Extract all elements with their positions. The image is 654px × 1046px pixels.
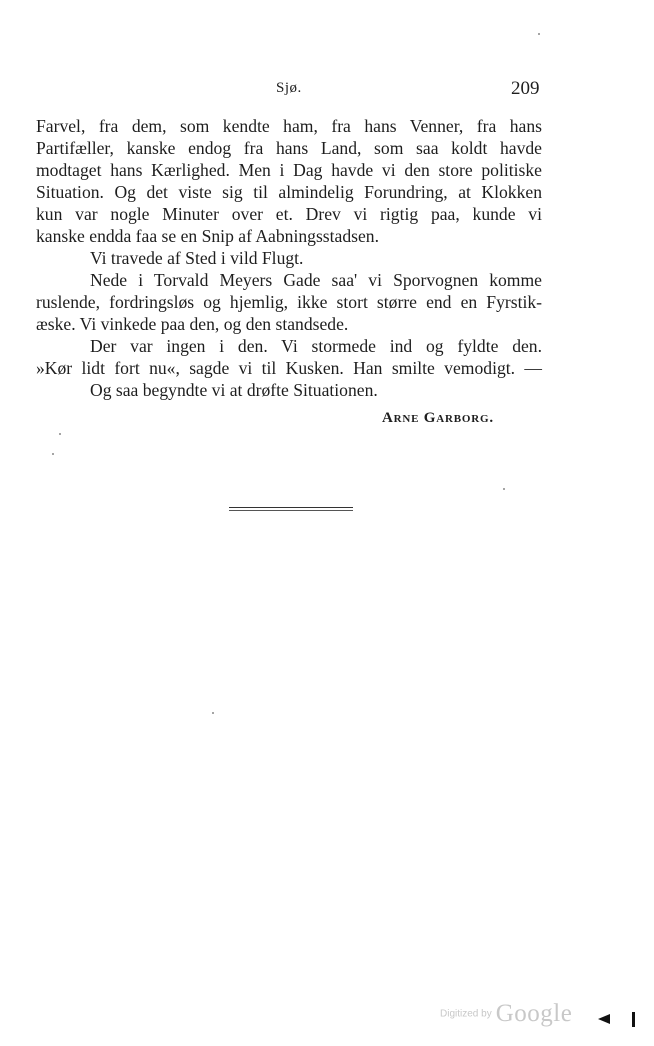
text-line: modtaget hans Kærlighed. Men i Dag havde vi den store politiske <box>36 160 542 180</box>
text-line: Situation. Og det viste sig til almindelig Forundring, at Klokken <box>36 182 542 202</box>
watermark-prefix: Digitized by <box>440 1008 492 1020</box>
running-title: Sjø. <box>276 80 302 96</box>
text-line: Farvel, fra dem, som kendte ham, fra hans Venner, fra hans <box>36 116 542 136</box>
scan-speck <box>503 488 505 490</box>
text-line: Vi travede af Sted i vild Flugt. <box>90 248 304 268</box>
text-line: »Kør lidt fort nu«, sagde vi til Kusken. Han smilte vemodigt. — <box>36 358 542 378</box>
scan-speck <box>52 453 54 455</box>
scan-speck <box>538 33 540 35</box>
text-line: Og saa begyndte vi at drøfte Situationen. <box>90 380 378 400</box>
text-line: ruslende, fordringsløs og hjemlig, ikke stort større end en Fyrstik- <box>36 292 542 312</box>
running-head <box>0 80 654 102</box>
text-line: Nede i Torvald Meyers Gade saa' vi Sporvognen komme <box>90 270 542 290</box>
text-line: Partifæller, kanske endog fra hans Land, som saa koldt havde <box>36 138 542 158</box>
text-line: æske. Vi vinkede paa den, og den standsede. <box>36 314 349 334</box>
text-line: kun var nogle Minuter over et. Drev vi rigtig paa, kunde vi <box>36 204 542 224</box>
google-watermark <box>440 1000 572 1030</box>
page-number: 209 <box>511 78 540 99</box>
scan-speck <box>59 433 61 435</box>
body-text <box>36 115 542 401</box>
scan-arrow-icon <box>598 1014 610 1024</box>
scan-speck <box>212 712 214 714</box>
text-line: Der var ingen i den. Vi stormede ind og fyldte den. <box>90 336 542 356</box>
text-line: kanske endda faa se en Snip af Aabningsstadsen. <box>36 226 379 246</box>
section-divider <box>229 507 353 511</box>
google-logo: Google <box>495 1000 573 1027</box>
scan-bar-icon <box>632 1012 635 1027</box>
author-signature: Arne Garborg. <box>382 410 494 426</box>
